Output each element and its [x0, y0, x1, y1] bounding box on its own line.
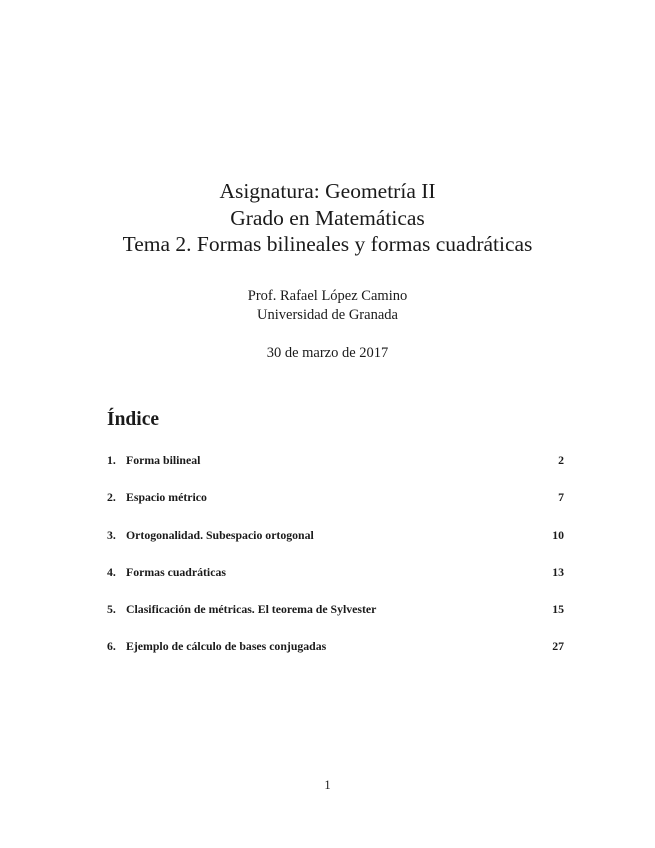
toc-item-4[interactable] [107, 562, 564, 599]
toc-item-page[interactable]: 13 [552, 564, 564, 579]
title-line-topic: Tema 2. Formas bilineales y formas cuadráticas [122, 232, 533, 256]
toc-item-6[interactable] [107, 636, 564, 673]
page-number: 1 [324, 778, 331, 792]
toc-item-page[interactable]: 15 [552, 602, 564, 617]
document-date: 30 de marzo de 2017 [266, 345, 389, 361]
toc-item-1[interactable] [107, 450, 564, 487]
toc-item-number: 5. [107, 602, 116, 617]
toc-item-number: 1. [107, 453, 116, 467]
table-of-contents [107, 450, 564, 674]
toc-item-title[interactable]: Forma bilineal [126, 453, 201, 467]
toc-item-page[interactable]: 27 [552, 639, 564, 654]
author-block [0, 287, 655, 325]
title-line-degree: Grado en Matemáticas [230, 205, 425, 230]
toc-item-2[interactable] [107, 487, 564, 524]
toc-item-5[interactable] [107, 599, 564, 636]
toc-item-page[interactable]: 2 [558, 453, 564, 467]
toc-item-number: 6. [107, 639, 116, 654]
toc-heading: Índice [107, 409, 160, 430]
toc-item-3[interactable] [107, 525, 564, 562]
toc-item-title[interactable]: Espacio métrico [126, 490, 207, 505]
toc-item-title[interactable]: Formas cuadráticas [126, 564, 226, 579]
toc-item-title[interactable]: Clasificación de métricas. El teorema de Sylvester [126, 602, 377, 617]
toc-item-number: 3. [107, 527, 116, 542]
document-title [0, 178, 655, 258]
title-line-course: Asignatura: Geometría II [219, 179, 436, 203]
author-institution: Universidad de Granada [257, 307, 398, 323]
toc-item-page[interactable]: 7 [558, 490, 564, 505]
toc-item-title[interactable]: Ortogonalidad. Subespacio ortogonal [126, 527, 314, 542]
toc-item-number: 2. [107, 490, 116, 505]
toc-item-number: 4. [107, 564, 116, 579]
toc-item-title[interactable]: Ejemplo de cálculo de bases conjugadas [126, 639, 327, 654]
toc-item-page[interactable]: 10 [552, 527, 564, 542]
author-name: Prof. Rafael López Camino [247, 288, 408, 304]
